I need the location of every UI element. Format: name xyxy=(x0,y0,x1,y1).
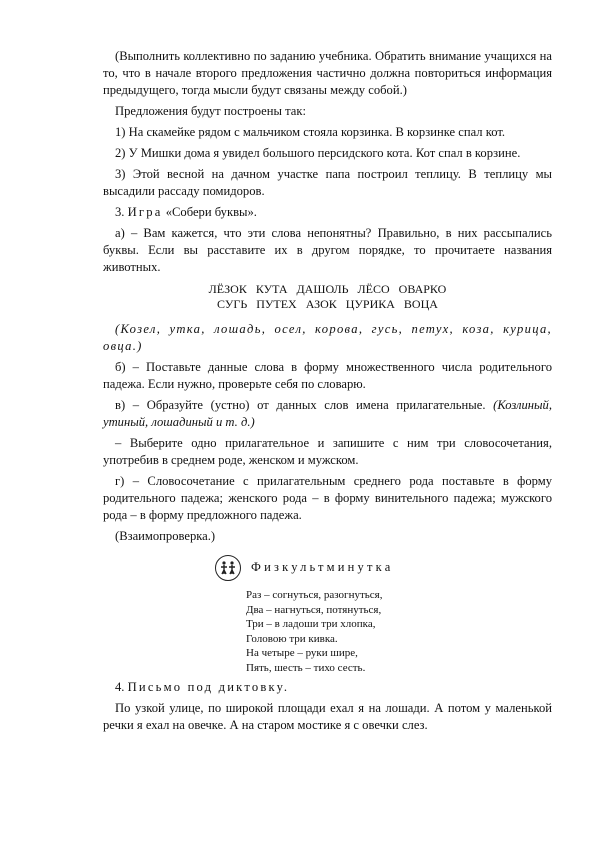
dictation-text: По узкой улице, по широкой площади ехал я на лошади. А потом у маленькой речки я ехал на овечке. А на старом мостике я с овечки слез. xyxy=(103,701,552,732)
game-task-b: б) – Поставьте данные слова в форму множественного числа родительного падежа. Если нужно, проверьте себя по словарю. xyxy=(103,360,552,391)
game-task-v xyxy=(103,397,552,431)
two-figures-icon xyxy=(215,555,241,581)
sentences-lead: Предложения будут построены так: xyxy=(115,104,306,118)
two-figures-icon-graphic xyxy=(220,561,236,575)
game-label: Игра xyxy=(127,205,163,219)
sentence-2: 2) У Мишки дома я увидел большого персидского кота. Кот спал в корзине. xyxy=(115,146,521,160)
page-content xyxy=(103,48,552,734)
poem-line-6: Пять, шесть – тихо сесть. xyxy=(246,661,366,674)
game-task-g: г) – Словосочетание с прилагательным среднего рода поставьте в форму родительного падежа; женского рода – в форму винительного падежа; мужского рода – в форму предложного падежа. xyxy=(103,474,552,522)
intro-paragraph: (Выполнить коллективно по заданию учебника. Обратить внимание учащихся на то, что в начале второго предложения частично должна повториться информация предыдущего, тогда мысли будут связаны между собой.) xyxy=(103,49,552,97)
poem-line-2: Два – нагнуться, потянуться, xyxy=(246,603,382,616)
fizminutka-title: Физкультминутка xyxy=(251,560,394,574)
fizminutka-block xyxy=(103,555,552,679)
game-task-v-text: в) – Образуйте (устно) от данных слов имена прилагательные. xyxy=(115,398,486,412)
sentence-1: 1) На скамейке рядом с мальчиком стояла корзинка. В корзинке спал кот. xyxy=(115,125,506,139)
game-title: «Собери буквы». xyxy=(165,205,257,219)
game-check: (Взаимопроверка.) xyxy=(115,529,216,543)
sentence-3: 3) Этой весной на дачном участке папа построил теплицу. В теплицу мы высадили рассаду помидоров. xyxy=(103,167,552,198)
dictation-title: Письмо под диктовку. xyxy=(127,680,290,694)
game-number: 3. xyxy=(115,205,125,219)
game-task-v2: – Выберите одно прилагательное и запишите с ним три словосочетания, употребив в среднем роде, женском и мужском. xyxy=(103,436,552,467)
dictation-heading xyxy=(103,679,552,696)
game-answer: (Козел, утка, лошадь, осел, корова, гусь, петух, коза, курица, овца.) xyxy=(103,322,552,353)
game-heading xyxy=(103,204,552,221)
scrambled-words-line-1: ЛЁЗОК КУТА ДАШОЛЬ ЛЁСО ОВАРКО xyxy=(208,282,447,296)
game-task-a: а) – Вам кажется, что эти слова непонятны? Правильно, в них рассыпались буквы. Если вы расставите их в другом порядке, то прочитаете названия животных. xyxy=(103,226,552,274)
poem-line-1: Раз – согнуться, разогнуться, xyxy=(246,589,383,601)
fizminutka-header xyxy=(215,555,435,581)
poem-line-5: На четыре – руки шире, xyxy=(246,647,358,660)
fizminutka-poem xyxy=(246,588,382,676)
game-task-v-answer: (Козлиный, утиный, лошадиный и т. д.) xyxy=(103,398,552,429)
poem-line-4: Головою три кивка. xyxy=(246,632,338,645)
poem-line-3: Три – в ладоши три хлопка, xyxy=(246,618,376,631)
scrambled-words xyxy=(103,282,552,312)
dictation-number: 4. xyxy=(115,680,125,694)
scrambled-words-line-2: СУГЬ ПУТЕХ АЗОК ЦУРИКА ВОЦА xyxy=(217,297,438,311)
